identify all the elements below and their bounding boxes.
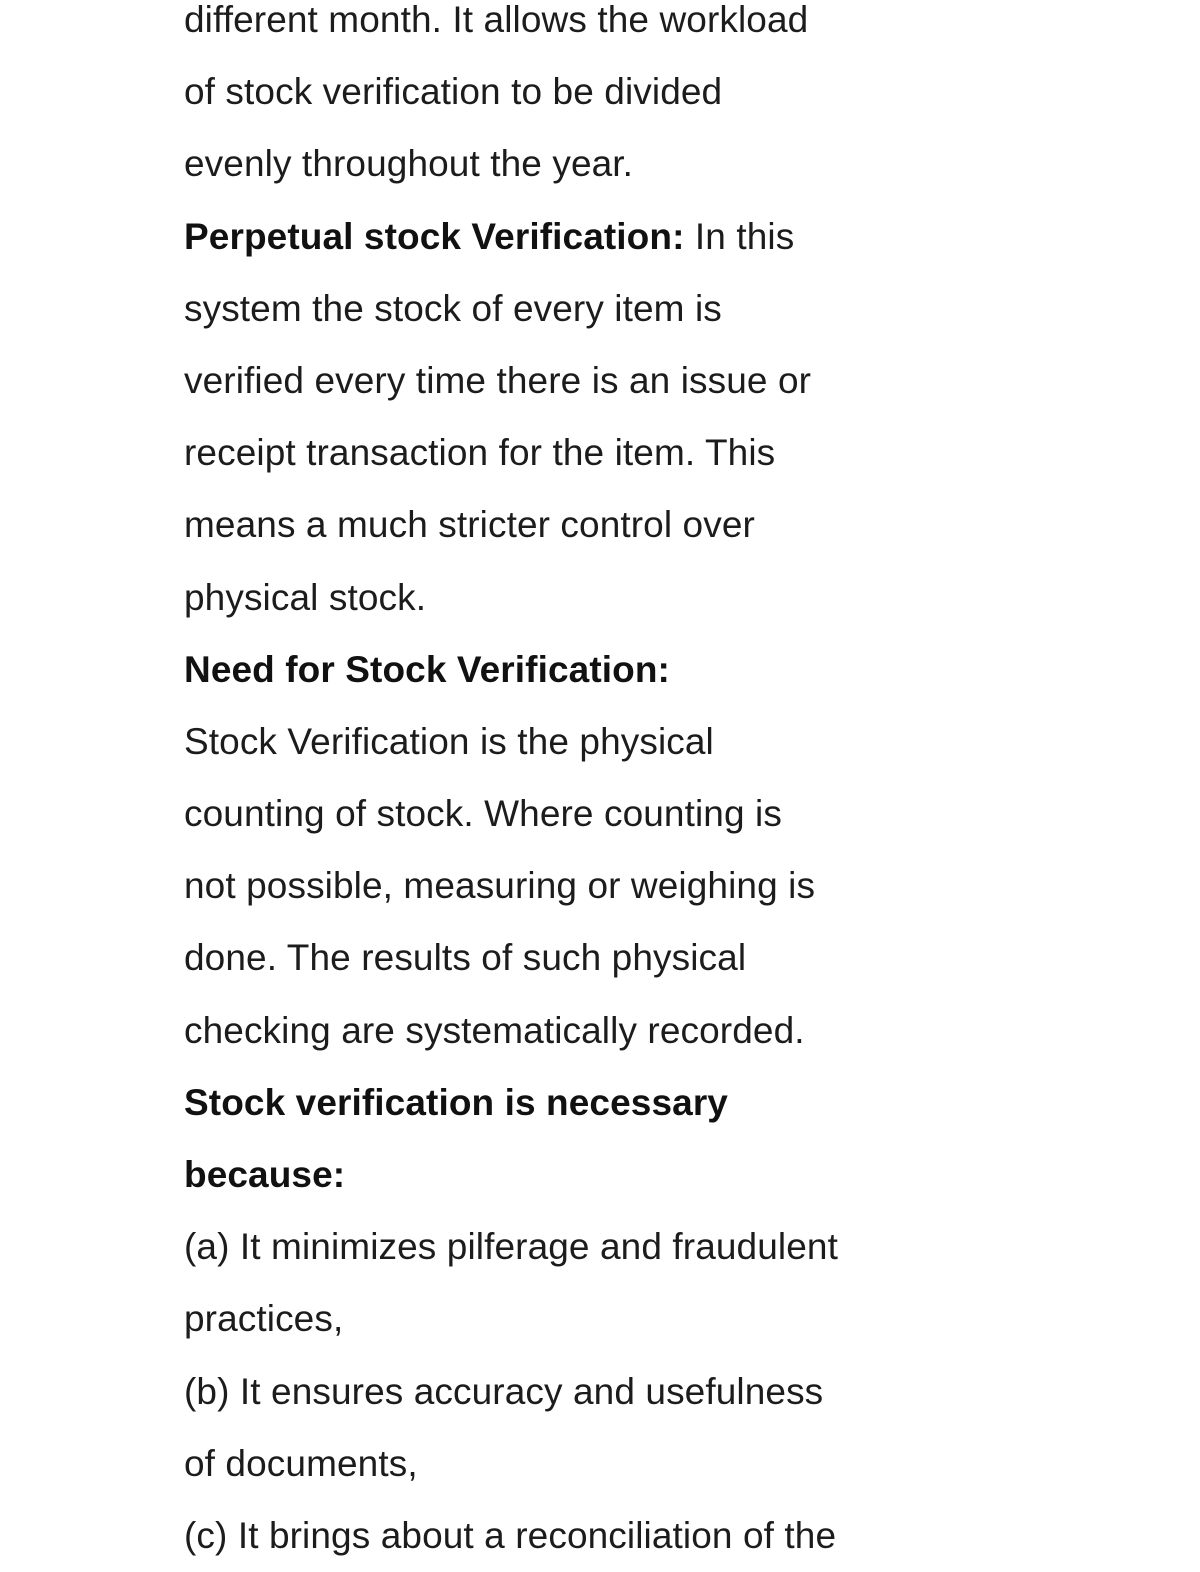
reason-a-line-2: practices, [184, 1298, 344, 1340]
necessary-heading-line-2: because: [184, 1154, 346, 1195]
intro-line-1: different month. It allows the workload [184, 0, 809, 40]
need-line-3: not possible, measuring or weighing is [184, 865, 816, 907]
intro-line-2: of stock verification to be divided [184, 71, 723, 113]
perpetual-line-1 [184, 201, 944, 273]
need-line-4: done. The results of such physical [184, 937, 747, 979]
perpetual-line-4: receipt transaction for the item. This [184, 432, 776, 474]
need-line-2: counting of stock. Where counting is [184, 793, 782, 835]
necessary-heading-line-1: Stock verification is necessary [184, 1081, 728, 1123]
reason-b-line-1: (b) It ensures accuracy and usefulness [184, 1370, 824, 1412]
perpetual-term: Perpetual stock Verification: [184, 215, 685, 257]
reason-a-line-1: (a) It minimizes pilferage and fraudulent [184, 1226, 838, 1268]
need-line-1: Stock Verification is the physical [184, 720, 714, 762]
perpetual-line-2: system the stock of every item is [184, 287, 722, 329]
reason-c-line-1: (c) It brings about a reconciliation of the [184, 1514, 837, 1556]
need-heading: Need for Stock Verification: [184, 648, 670, 690]
article-body [184, 0, 944, 1572]
perpetual-line-5: means a much stricter control over [184, 504, 755, 546]
perpetual-line-6: physical stock. [184, 576, 427, 618]
perpetual-line-1-rest: In this [684, 215, 795, 257]
need-line-5: checking are systematically recorded. [184, 1009, 805, 1051]
reason-b-line-2: of documents, [184, 1442, 418, 1484]
intro-line-3: evenly throughout the year. [184, 143, 634, 185]
perpetual-line-3: verified every time there is an issue or [184, 359, 812, 401]
